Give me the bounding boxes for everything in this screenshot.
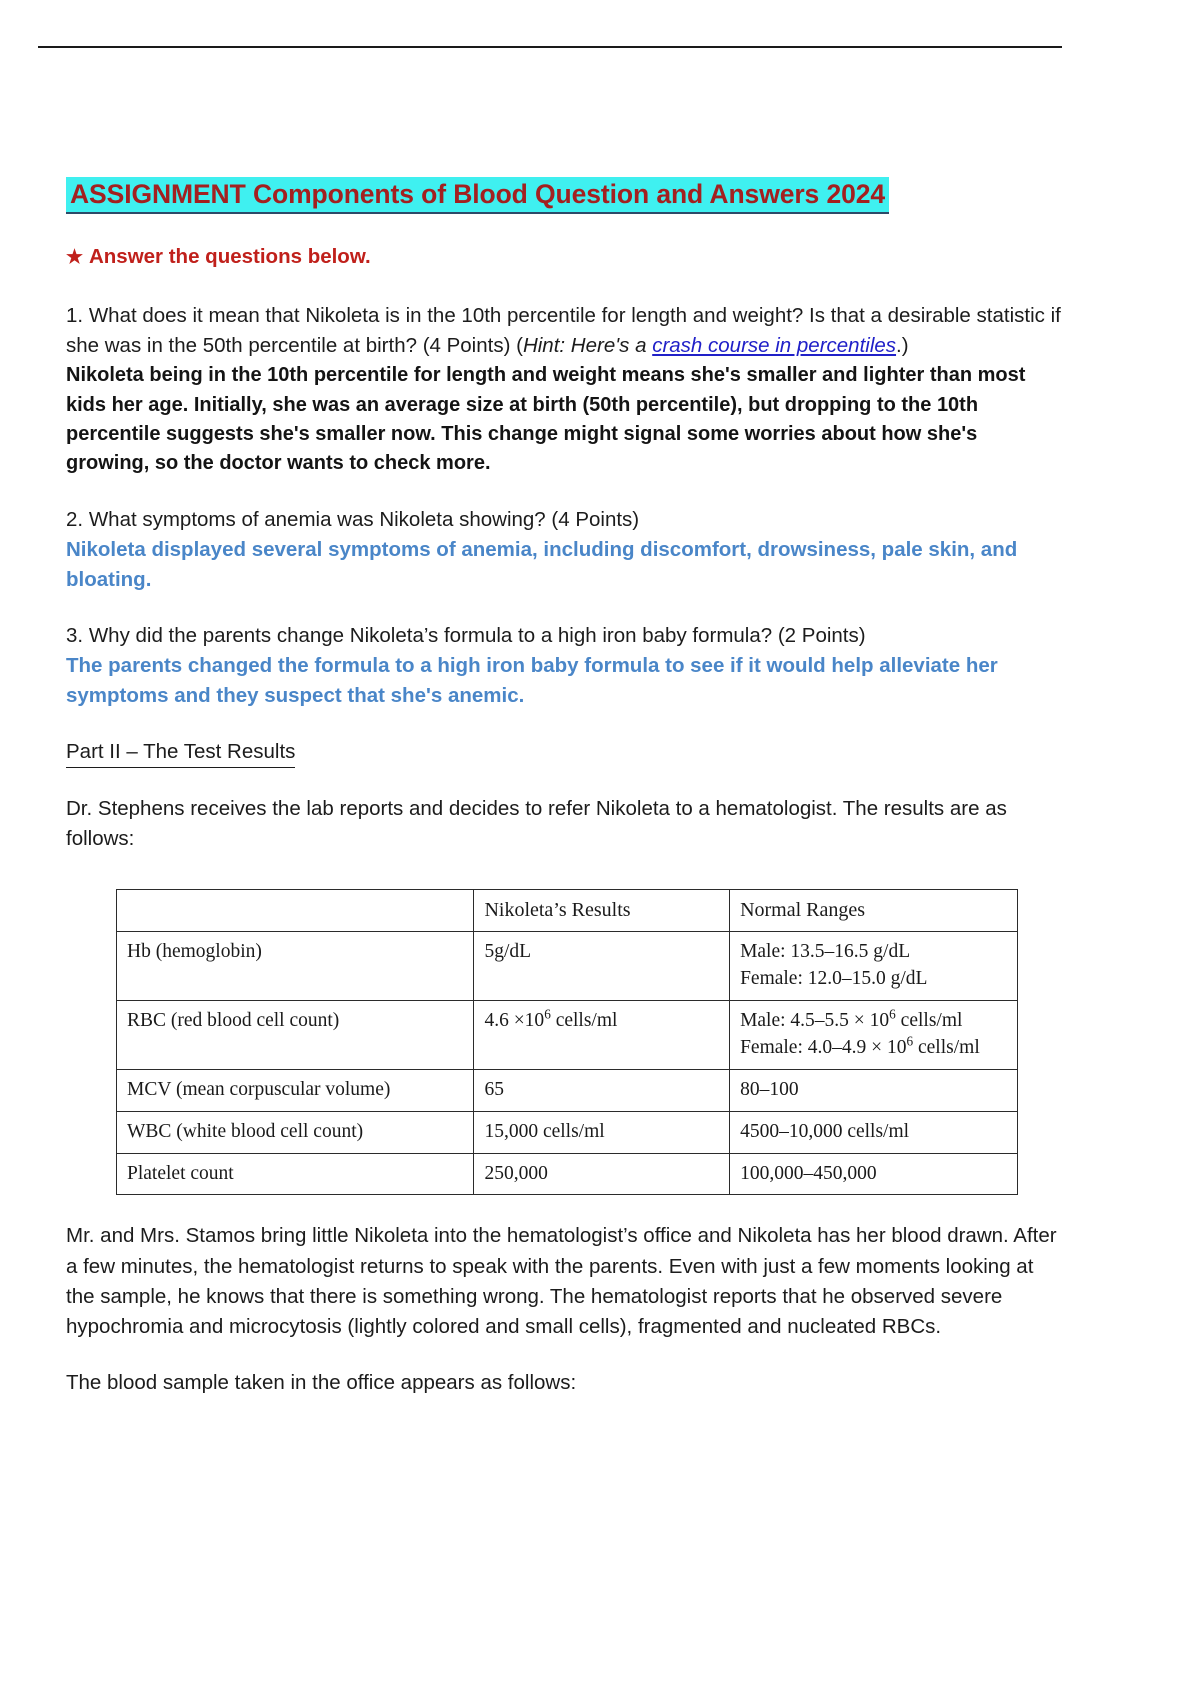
- row-rbc-normal: [730, 1000, 1018, 1069]
- question-1-text-tail: .): [896, 334, 909, 358]
- question-1-number: 1.: [66, 304, 84, 328]
- row-rbc-normal-male-base: Male: 4.5–5.5 × 10: [740, 1009, 890, 1031]
- question-3: [66, 621, 1066, 651]
- table-row: [117, 1111, 1018, 1153]
- row-platelet-test: Platelet count: [117, 1153, 474, 1195]
- instruction-label: Answer the questions below.: [88, 245, 371, 269]
- row-wbc-normal: 4500–10,000 cells/ml: [730, 1111, 1018, 1153]
- row-rbc-normal-male-sup: 6: [889, 1006, 896, 1022]
- row-rbc-result-sup: 6: [544, 1006, 551, 1022]
- question-2: [66, 505, 1066, 535]
- table-header-normal: Normal Ranges: [730, 889, 1018, 932]
- table-header-results: Nikoleta’s Results: [474, 889, 730, 932]
- answer-3: The parents changed the formula to a high iron baby formula to see if it would help alleviate her symptoms and they suspect that she's anemic.: [66, 654, 998, 708]
- row-rbc-normal-female-sup: 6: [906, 1033, 914, 1049]
- row-hb-normal-female: Female: 12.0–15.0 g/dL: [740, 968, 928, 990]
- row-wbc-result: 15,000 cells/ml: [474, 1111, 730, 1153]
- row-rbc-result-tail: cells/ml: [550, 1009, 618, 1031]
- title-container: [66, 178, 1066, 210]
- row-platelet-result: 250,000: [474, 1153, 730, 1195]
- document-content: [66, 178, 1066, 1398]
- table-header-row: [117, 889, 1018, 932]
- row-mcv-result: 65: [474, 1069, 730, 1111]
- row-platelet-normal: 100,000–450,000: [730, 1153, 1018, 1195]
- table-row: [117, 1153, 1018, 1195]
- row-mcv-test: MCV (mean corpuscular volume): [117, 1069, 474, 1111]
- page-title: ASSIGNMENT Components of Blood Question and Answers 2024: [66, 177, 889, 214]
- row-rbc-normal-male-tail: cells/ml: [895, 1009, 963, 1031]
- instruction-heading: [66, 244, 1066, 271]
- table-header-blank: [117, 889, 474, 932]
- closing-final-line: The blood sample taken in the office appears as follows:: [66, 1370, 577, 1394]
- row-hb-normal-male: Male: 13.5–16.5 g/dL: [740, 941, 911, 963]
- question-2-number: 2.: [66, 507, 84, 531]
- question-1-hint-label: Hint:: [522, 334, 566, 358]
- row-rbc-test: RBC (red blood cell count): [117, 1000, 474, 1069]
- answer-1: Nikoleta being in the 10th percentile for length and weight means she's smaller and lighter than most kids her age. Initially, she was an average size at birth (50th percentile), but dropping to the 10th percentile suggests she's smaller now. This change might signal some worries about how she's growing, so the doctor wants to check more.: [66, 364, 1026, 475]
- part-two-heading: Part II – The Test Results: [66, 738, 295, 769]
- star-icon: ★: [66, 247, 85, 269]
- part-two-heading-wrap: [66, 738, 1066, 769]
- row-hb-normal: [730, 932, 1018, 1001]
- question-1-hint-text: Here's a: [565, 334, 653, 358]
- results-table-body: [117, 932, 1018, 1195]
- row-rbc-normal-female-tail: cells/ml: [913, 1036, 980, 1058]
- row-mcv-normal: 80–100: [730, 1069, 1018, 1111]
- results-table-head: [117, 889, 1018, 932]
- answer-2: Nikoleta displayed several symptoms of anemia, including discomfort, drowsiness, pale skin, and bloating.: [66, 537, 1018, 592]
- question-3-text: Why did the parents change Nikoleta’s formula to a high iron baby formula? (2 Points): [88, 624, 866, 648]
- row-hb-test: Hb (hemoglobin): [117, 932, 474, 1001]
- page-top-rule: [38, 46, 1062, 48]
- table-row: [117, 932, 1018, 1001]
- question-2-text: What symptoms of anemia was Nikoleta showing? (4 Points): [88, 507, 640, 531]
- question-1-text: What does it mean that Nikoleta is in the 10th percentile for length and weight? Is that a desirable statistic if she was in the 50th percentile at birth? (4 Points) (: [66, 304, 1061, 358]
- question-3-number: 3.: [66, 624, 84, 648]
- row-rbc-result-base: 4.6 ×10: [484, 1009, 545, 1031]
- row-rbc-normal-female-base: Female: 4.0–4.9 × 10: [740, 1036, 907, 1058]
- table-row: [117, 1000, 1018, 1069]
- question-1: [66, 301, 1066, 361]
- closing-paragraph: Mr. and Mrs. Stamos bring little Nikoleta into the hematologist’s office and Nikoleta has her blood drawn. After a few minutes, the hematologist returns to speak with the parents. Even with just a few moments looking at the sample, he knows that there is something wrong. The hematologist reports that he observed severe hypochromia and microcytosis (lightly colored and small cells), fragmented and nucleated RBCs.: [66, 1224, 1057, 1338]
- row-rbc-normal-male: [740, 1008, 1007, 1035]
- results-table-wrap: [116, 889, 1018, 1196]
- row-rbc-normal-female: [740, 1035, 1007, 1062]
- crash-course-percentiles-link[interactable]: crash course in percentiles: [652, 334, 897, 358]
- row-wbc-test: WBC (white blood cell count): [117, 1111, 474, 1153]
- part-two-intro: Dr. Stephens receives the lab reports and decides to refer Nikoleta to a hematologist. The results are as follows:: [66, 797, 1007, 851]
- row-rbc-result: [474, 1000, 730, 1069]
- table-row: [117, 1069, 1018, 1111]
- results-table: [116, 889, 1018, 1196]
- row-hb-result: 5g/dL: [474, 932, 730, 1001]
